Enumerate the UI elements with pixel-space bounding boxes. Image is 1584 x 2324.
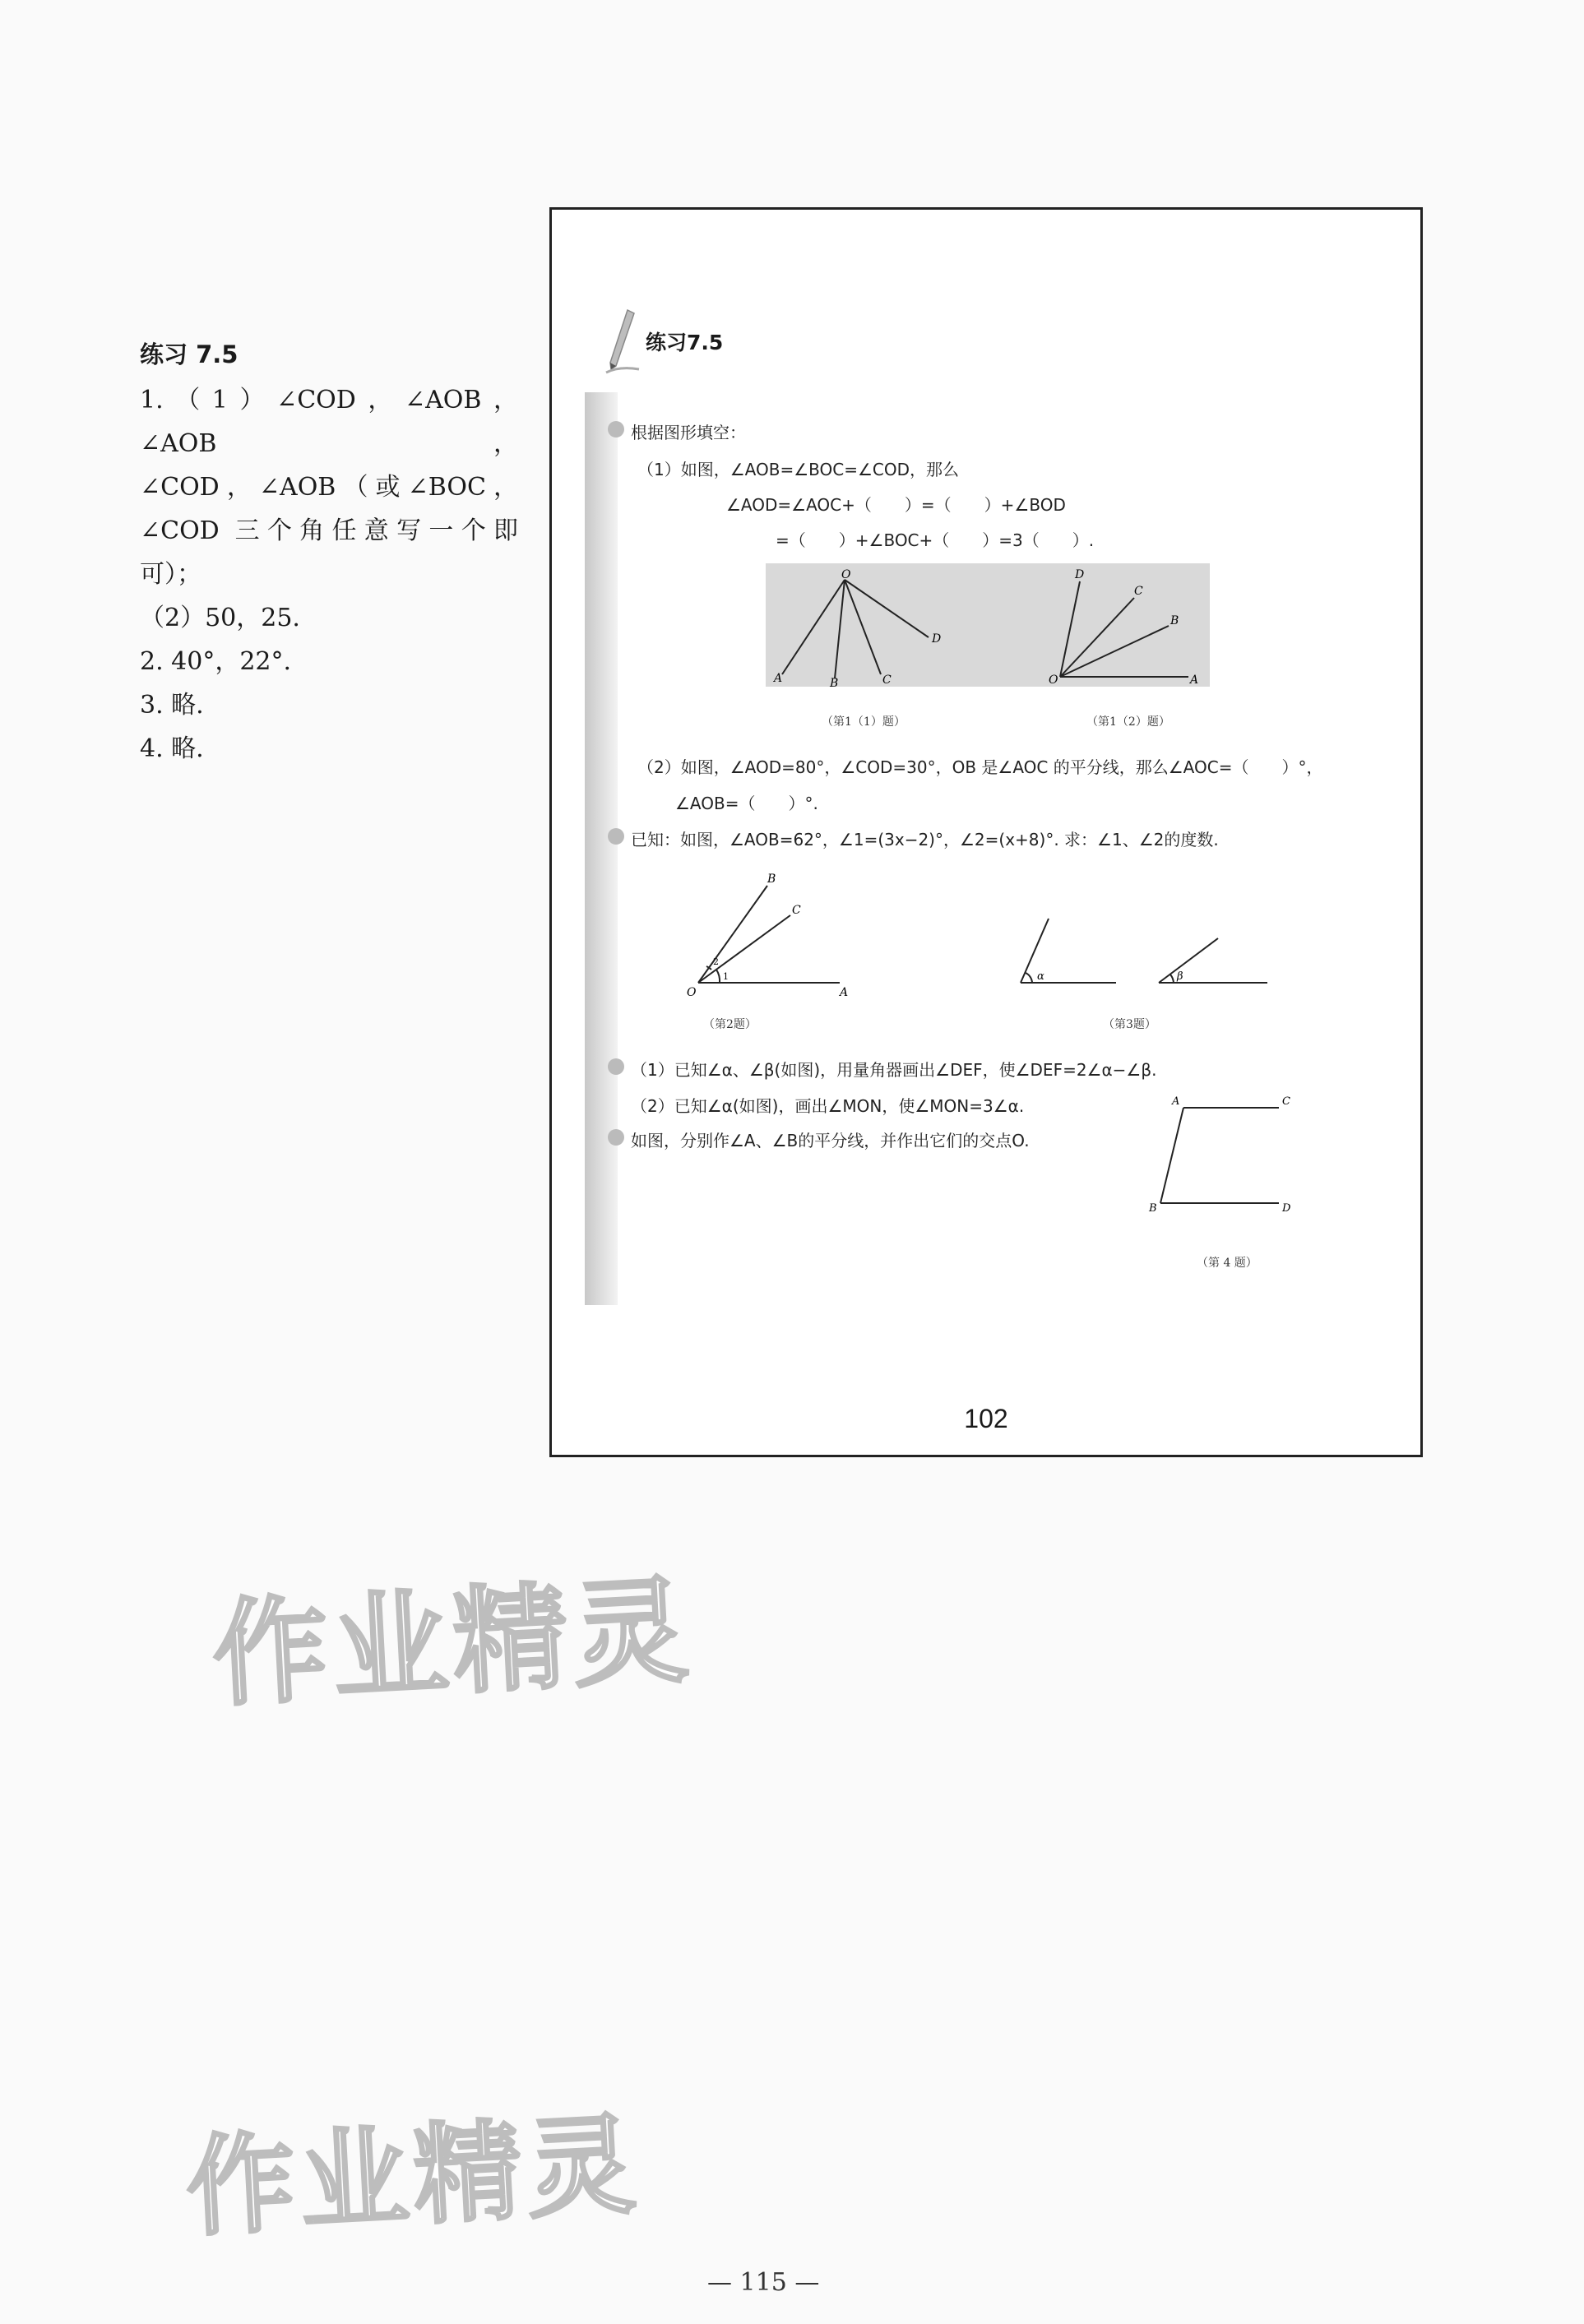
question-2-marker [608,828,624,845]
figure-1-1-and-1-2 [766,563,1210,687]
fig2-caption: （第2题） [703,1018,757,1031]
fig2-label-2: 2 [713,956,719,967]
figure-2 [683,868,848,1007]
page-spine-shadow [585,392,618,1305]
fig3-label-alpha: α [1037,970,1044,983]
answer-q3: 3. 略. [140,691,204,720]
fig1-1-label-D: D [932,632,942,646]
fig1-1-label-A: A [774,672,783,685]
fig3-caption: （第3题） [1103,1018,1156,1031]
watermark-bottom: 作业精灵 [183,2101,644,2252]
fig1-1-label-B: B [830,677,839,687]
fig1-1-caption: （第1（1）题） [822,715,905,729]
question-1-marker [608,421,624,437]
figure-3 [996,894,1267,993]
question-4-marker [608,1129,624,1146]
answer-q1-part2: （2）50，25. [140,604,300,632]
answer-q1-line3: ∠COD 三个角任意写一个即 [140,516,518,545]
fig4-label-B: B [1149,1202,1157,1213]
fig4-label-D: D [1282,1202,1291,1213]
q3-1-text: （1）已知∠α、∠β(如图)，用量角器画出∠DEF，使∠DEF=2∠α−∠β. [631,1060,1157,1080]
textbook-page-number: 102 [964,1404,1008,1433]
q1-1-line2: ∠AOD=∠AOC+（ ）=（ ）+∠BOD [726,495,1066,515]
fig1-2-label-B: B [1170,614,1179,627]
answer-q1-line1: 1.（1）∠COD，∠AOB，∠AOB， [140,386,518,458]
fig1-1-label-C: C [882,674,892,687]
fig1-1-label-O: O [841,568,851,581]
answer-section [140,333,518,771]
fig4-caption: （第 4 题） [1197,1257,1257,1270]
exercise-title: 练习7.5 [646,331,724,354]
fig4-label-C: C [1282,1095,1290,1108]
answer-q2: 2. 40°，22°. [140,647,292,676]
question-3-marker [608,1058,624,1075]
figure-4 [1144,1090,1308,1213]
answer-q1-line4: 可）； [140,560,201,589]
fig3-label-beta: β [1177,970,1183,983]
fig1-2-label-O: O [1049,674,1058,687]
q1-2-line1: （2）如图，∠AOD=80°，∠COD=30°，OB 是∠AOC 的平分线，那么∠AOC=（ ）°， [637,757,1323,777]
q1-1-line3: =（ ）+∠BOC+（ ）=3（ ）. [776,530,1095,550]
answer-q4: 4. 略. [140,734,204,763]
pencil-icon [603,308,644,374]
fig2-label-1: 1 [723,971,729,982]
fig2-label-B: B [767,873,776,886]
q1-intro: 根据图形填空： [631,423,746,442]
fig4-label-A: A [1172,1095,1180,1108]
fig2-label-A: A [840,986,848,999]
q4-text: 如图，分别作∠A、∠B的平分线，并作出它们的交点O. [631,1131,1030,1150]
page-footer-number: — 115 — [707,2268,820,2297]
fig1-2-label-D: D [1075,568,1085,581]
fig1-2-caption: （第1（2）题） [1086,715,1170,729]
watermark-top: 作业精灵 [209,1563,697,1724]
scanned-textbook-page [549,207,1423,1457]
q1-1-line1: （1）如图，∠AOB=∠BOC=∠COD，那么 [637,460,960,479]
answer-q1-line2: ∠COD，∠AOB（或∠BOC， [140,473,518,502]
fig2-label-C: C [792,904,801,917]
q1-2-line2: ∠AOB=（ ）°. [675,794,818,813]
fig1-2-label-C: C [1134,585,1143,598]
q2-text: 已知：如图，∠AOB=62°，∠1=(3x−2)°，∠2=(x+8)°. 求：∠1、∠2的度数. [631,830,1219,850]
q3-2-text: （2）已知∠α(如图)，画出∠MON，使∠MON=3∠α. [631,1096,1025,1116]
answer-title: 练习 7.5 [140,340,239,368]
fig1-2-label-A: A [1190,674,1199,687]
fig2-label-O: O [687,986,697,999]
